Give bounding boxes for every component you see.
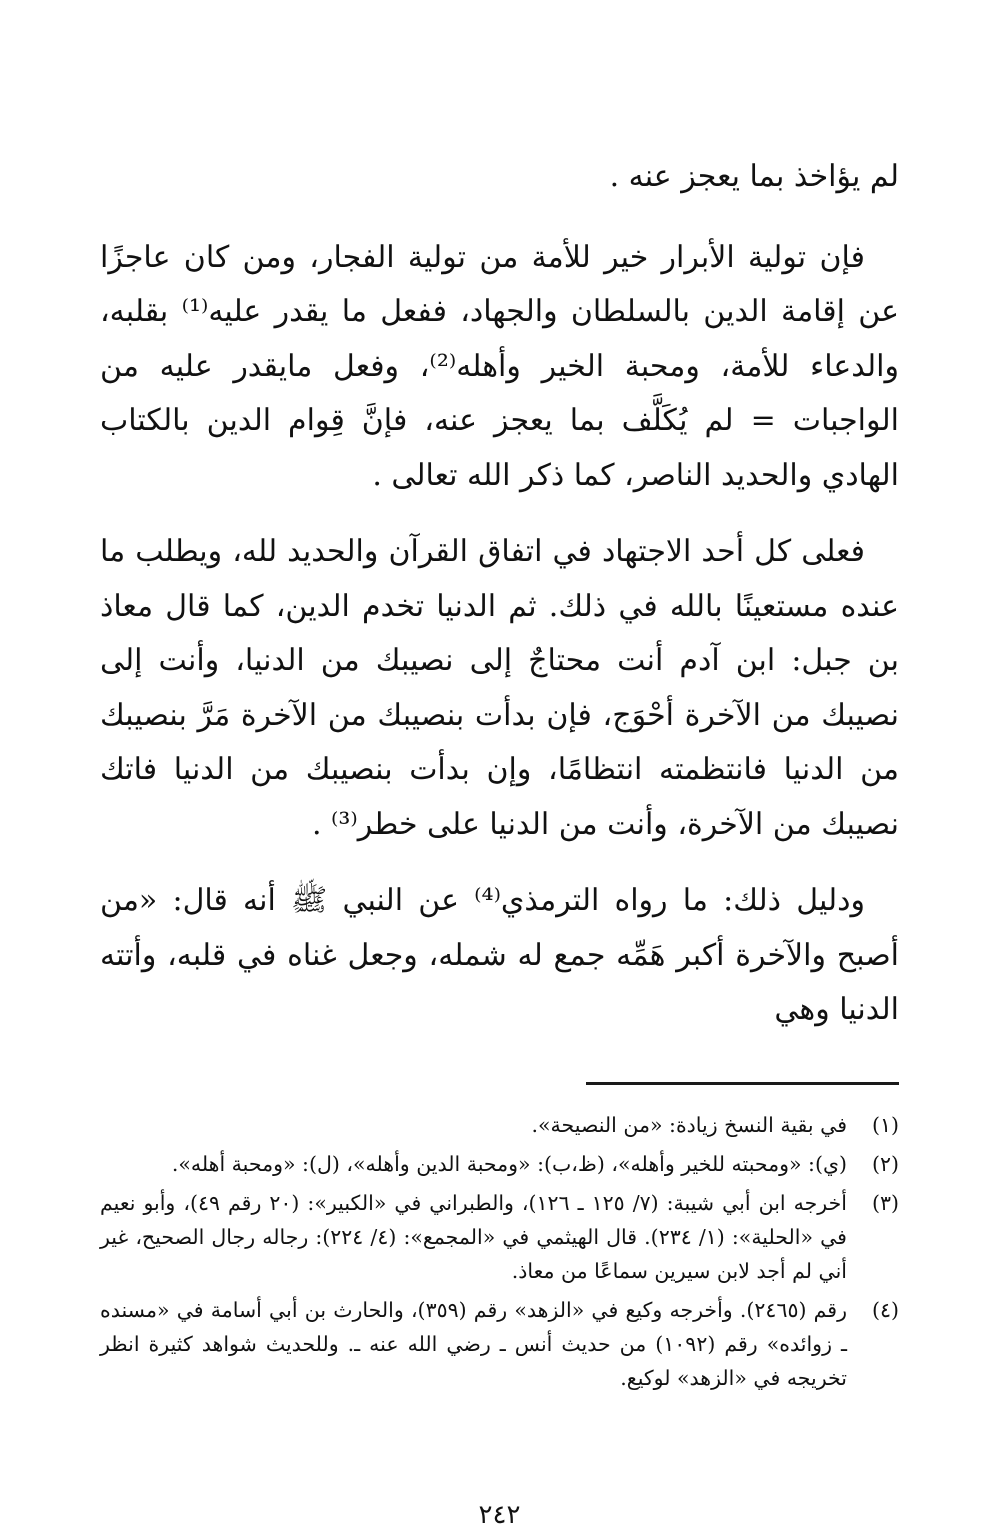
- footnotes: [100, 1108, 899, 1400]
- footnote-text: رقم (٢٤٦٥). وأخرجه وكيع في «الزهد» رقم (٣٥٩)، والحارث بن أبي أسامة في «مسنده ـ زوائده» رقم (١٠٩٢) من حديث أنس ـ رضي الله عنه ـ. وللحديث شواهد كثيرة انظر تخريجه في «الزهد» لوكيع.: [100, 1298, 848, 1390]
- footnote-3: [100, 1186, 899, 1288]
- footnote-number: (٤): [871, 1298, 899, 1322]
- footnote-separator: [586, 1082, 899, 1085]
- paragraph-3: فعلى كل أحد الاجتهاد في اتفاق القرآن والحديد لله، ويطلب ما عنده مستعينًا بالله في ذلك. ثم الدنيا تخدم الدين، كما قال معاذ بن جبل: ابن آدم أنت محتاجٌ إلى نصيبك من الدنيا، وأنت إلى نصيبك من الآخرة أحْوَج، فإن بدأت بنصيبك من الآخرة مَرَّ بنصيبك من الدنيا فانتظمته انتظامًا، وإن بدأت بنصيبك من الدنيا فاتك نصيبك من الآخرة، وأنت من الدنيا على خطر⁽³⁾ .: [100, 534, 899, 842]
- footnote-text: في بقية النسخ زيادة: «من النصيحة».: [531, 1113, 847, 1137]
- footnote-1: [100, 1108, 899, 1142]
- footnote-text: (ي): «ومحبته للخير وأهله»، (ظ،ب): «ومحبة الدين وأهله»، (ل): «ومحبة أهله».: [171, 1152, 847, 1176]
- page-number: ٢٤٢: [478, 1500, 521, 1530]
- paragraph-4: ودليل ذلك: ما رواه الترمذي⁽⁴⁾ عن النبي ﷺ أنه قال: «من أصبح والآخرة أكبر هَمِّه جمع له شمله، وجعل غناه في قلبه، وأتته الدنيا وهي: [100, 883, 899, 1027]
- footnote-number: (٣): [871, 1191, 899, 1215]
- paragraph-1: لم يؤاخذ بما يعجز عنه .: [609, 159, 899, 194]
- book-page: [100, 150, 899, 1530]
- paragraph-2: فإن تولية الأبرار خير للأمة من تولية الفجار، ومن كان عاجزًا عن إقامة الدين بالسلطان والجهاد، ففعل ما يقدر عليه⁽¹⁾ بقلبه، والدعاء للأمة، ومحبة الخير وأهله⁽²⁾، وفعل مايقدر عليه من الواجبات = لم يُكَلَّف بما يعجز عنه، فإنَّ قِوام الدين بالكتاب الهادي والحديد الناصر، كما ذكر الله تعالى .: [100, 239, 899, 493]
- main-text: [100, 150, 899, 1038]
- footnote-number: (١): [871, 1113, 899, 1137]
- footnote-4: [100, 1293, 899, 1395]
- footnote-2: [100, 1147, 899, 1181]
- footnote-text: أخرجه ابن أبي شيبة: (٧/ ١٢٥ ـ ١٢٦)، والطبراني في «الكبير»: (٢٠ رقم ٤٩)، وأبو نعيم في «الحلية»: (١/ ٢٣٤). قال الهيثمي في «المجمع»: (٤/ ٢٢٤): رجاله رجال الصحيح، غير أني لم أجد لابن سيرين سماعًا من معاذ.: [100, 1191, 847, 1283]
- footnote-number: (٢): [871, 1152, 899, 1176]
